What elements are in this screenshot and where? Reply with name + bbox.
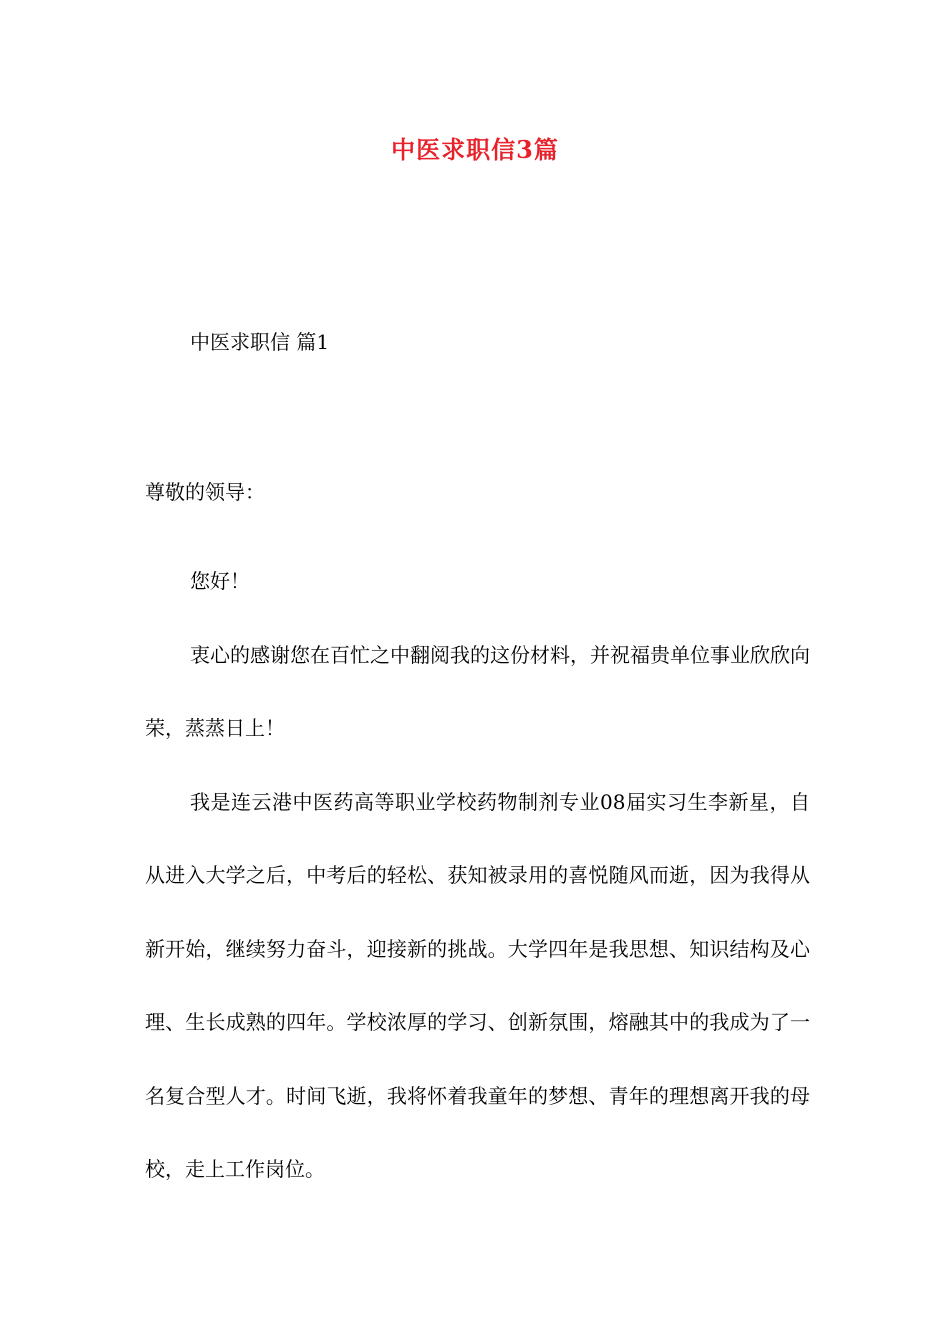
letter-body: [145, 545, 810, 1207]
salutation: 尊敬的领导：: [145, 480, 265, 504]
paragraph-introduction: 我是连云港中医药高等职业学校药物制剂专业08届实习生李新星，自从进入大学之后，中考后的轻松、获知被录用的喜悦随风而逝，因为我得从新开始，继续努力奋斗，迎接新的挑战。大学四年是我思想、知识结构及心理、生长成熟的四年。学校浓厚的学习、创新氛围，熔融其中的我成为了一名复合型人才。时间飞逝，我将怀着我童年的梦想、青年的理想离开我的母校，走上工作岗位。: [145, 789, 810, 1181]
paragraph-thanks: 衷心的感谢您在百忙之中翻阅我的这份材料，并祝福贵单位事业欣欣向荣，蒸蒸日上！: [145, 642, 810, 740]
paragraph-greeting: 您好！: [190, 569, 250, 593]
section-heading: 中医求职信 篇1: [190, 330, 330, 354]
document-title: 中医求职信3篇: [391, 135, 559, 164]
